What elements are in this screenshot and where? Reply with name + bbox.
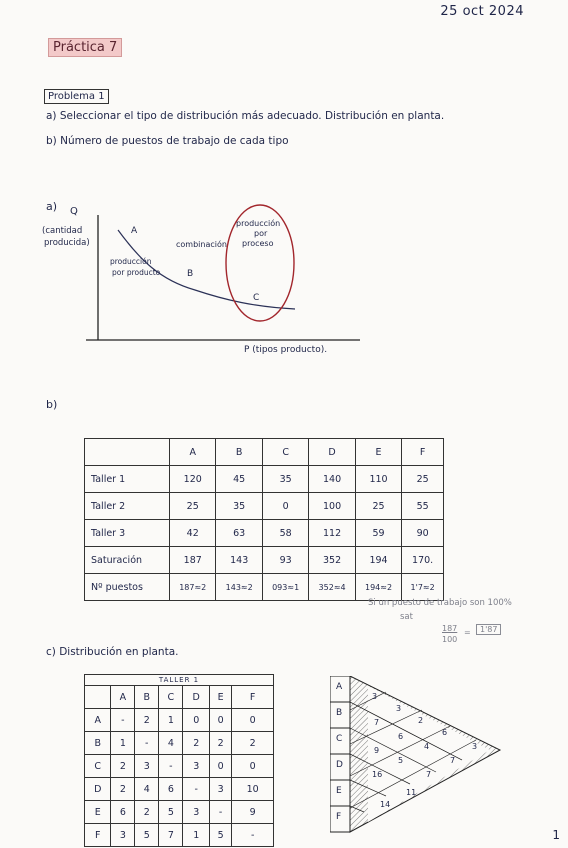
matrix-cell: 2 xyxy=(183,732,209,755)
point-a: A xyxy=(131,226,138,236)
table-cell: 55 xyxy=(402,493,444,520)
region-process-3: proceso xyxy=(242,239,274,248)
table-cell: 58 xyxy=(262,520,308,547)
header-cell: E xyxy=(355,439,401,466)
header-cell: B xyxy=(135,686,159,709)
table-cell: 1'7≈2 xyxy=(402,574,444,601)
fraction-denominator: 100 xyxy=(442,635,458,644)
matrix-cell: 1 xyxy=(159,709,183,732)
page-number: 1 xyxy=(552,828,560,842)
tri-label-b: B xyxy=(336,708,343,718)
tri-value: 7 xyxy=(426,770,432,779)
header-cell: D xyxy=(309,439,355,466)
tri-value: 16 xyxy=(372,770,383,779)
header-cell: A xyxy=(111,686,135,709)
row-header: F xyxy=(85,824,111,847)
point-b: B xyxy=(187,269,194,279)
production-graph xyxy=(0,195,568,360)
matrix-cell: 0 xyxy=(209,755,231,778)
matrix-row xyxy=(85,824,274,847)
table-cell: 35 xyxy=(216,493,262,520)
header-cell: B xyxy=(216,439,262,466)
date: 25 oct 2024 xyxy=(440,4,524,19)
matrix-cell: 10 xyxy=(232,778,274,801)
row-header: A xyxy=(85,709,111,732)
matrix-cell: 4 xyxy=(159,732,183,755)
tri-label-e: E xyxy=(336,786,342,796)
table-cell: 25 xyxy=(402,466,444,493)
matrix-cell: - xyxy=(209,801,231,824)
row-header: Nº puestos xyxy=(85,574,170,601)
header-cell: D xyxy=(183,686,209,709)
region-process-1: producción xyxy=(236,219,281,228)
table-cell: 90 xyxy=(402,520,444,547)
matrix-cell: 1 xyxy=(183,824,209,847)
row-header: Taller 2 xyxy=(85,493,170,520)
table-cell: 112 xyxy=(309,520,355,547)
tri-label-f: F xyxy=(336,812,342,822)
part-b-label: b) xyxy=(46,398,58,411)
matrix-cell: 2 xyxy=(135,801,159,824)
tri-label-d: D xyxy=(336,760,343,770)
table-row xyxy=(85,574,444,601)
row-header: Taller 3 xyxy=(85,520,170,547)
row-header: Taller 1 xyxy=(85,466,170,493)
note: Si un puesto de trabajo son 100% xyxy=(368,598,512,608)
header-cell: F xyxy=(232,686,274,709)
header-cell: C xyxy=(159,686,183,709)
taller-matrix xyxy=(84,674,274,847)
point-c: C xyxy=(253,293,260,303)
tri-value: 9 xyxy=(374,746,380,755)
tri-label-c: C xyxy=(336,734,343,744)
matrix-cell: 7 xyxy=(159,824,183,847)
table-cell: 170. xyxy=(402,547,444,574)
table-cell: 120 xyxy=(170,466,216,493)
row-header: Saturación xyxy=(85,547,170,574)
region-product-1: producción xyxy=(110,257,152,266)
header-cell xyxy=(85,686,111,709)
matrix-cell: 5 xyxy=(159,801,183,824)
part-c-label: c) Distribución en planta. xyxy=(46,646,179,658)
header-cell: A xyxy=(170,439,216,466)
tri-value: 11 xyxy=(406,788,417,797)
table-cell: 143 xyxy=(216,547,262,574)
header-cell: C xyxy=(262,439,308,466)
region-product-2: por producto xyxy=(112,268,161,277)
table-cell: 100 xyxy=(309,493,355,520)
matrix-cell: 0 xyxy=(183,709,209,732)
row-header: E xyxy=(85,801,111,824)
matrix-cell: 3 xyxy=(135,755,159,778)
matrix-cell: 0 xyxy=(209,709,231,732)
table-header-row xyxy=(85,439,444,466)
matrix-cell: 3 xyxy=(111,824,135,847)
header-cell: F xyxy=(402,439,444,466)
row-header: D xyxy=(85,778,111,801)
tri-value: 3 xyxy=(372,692,378,701)
part-a-label: a) xyxy=(46,200,58,213)
matrix-cell: 5 xyxy=(135,824,159,847)
table-cell: 194≈2 xyxy=(355,574,401,601)
matrix-cell: 2 xyxy=(111,778,135,801)
matrix-cell: - xyxy=(159,755,183,778)
matrix-cell: 5 xyxy=(209,824,231,847)
header-cell xyxy=(85,439,170,466)
tri-value: 3 xyxy=(472,742,478,751)
region-process-2: por xyxy=(254,229,268,238)
matrix-title-row xyxy=(85,675,274,686)
matrix-row xyxy=(85,801,274,824)
table-cell: 35 xyxy=(262,466,308,493)
region-combination: combinación xyxy=(176,240,227,249)
matrix-cell: 4 xyxy=(135,778,159,801)
matrix-title: TALLER 1 xyxy=(85,675,274,686)
matrix-cell: 3 xyxy=(209,778,231,801)
tri-value: 6 xyxy=(442,728,448,737)
tri-value: 6 xyxy=(398,732,404,741)
tri-value: 4 xyxy=(424,742,430,751)
table-cell: 140 xyxy=(309,466,355,493)
matrix-row xyxy=(85,732,274,755)
tri-value: 2 xyxy=(418,716,424,725)
table-cell: 45 xyxy=(216,466,262,493)
y-caption-1: (cantidad xyxy=(42,226,83,236)
matrix-cell: 0 xyxy=(232,755,274,778)
table-row xyxy=(85,493,444,520)
y-caption-2: producida) xyxy=(44,238,90,248)
question-a: a) Seleccionar el tipo de distribución más adecuado. Distribución en planta. xyxy=(46,110,445,122)
table-cell: 187≈2 xyxy=(170,574,216,601)
tri-value: 14 xyxy=(380,800,391,809)
row-header: B xyxy=(85,732,111,755)
x-axis-label: P (tipos producto). xyxy=(244,345,328,355)
matrix-cell: 2 xyxy=(135,709,159,732)
tri-value: 7 xyxy=(374,718,380,727)
question-b: b) Número de puestos de trabajo de cada tipo xyxy=(46,135,289,147)
tri-value: 3 xyxy=(396,704,402,713)
matrix-cell: 2 xyxy=(209,732,231,755)
matrix-cell: 2 xyxy=(111,755,135,778)
table-row xyxy=(85,520,444,547)
table-cell: 187 xyxy=(170,547,216,574)
matrix-cell: - xyxy=(183,778,209,801)
table-cell: 42 xyxy=(170,520,216,547)
matrix-cell: 2 xyxy=(232,732,274,755)
table-cell: 59 xyxy=(355,520,401,547)
header-cell: E xyxy=(209,686,231,709)
table-cell: 0 xyxy=(262,493,308,520)
table-cell: 143≈2 xyxy=(216,574,262,601)
matrix-cell: 6 xyxy=(111,801,135,824)
table-cell: 25 xyxy=(170,493,216,520)
row-header: C xyxy=(85,755,111,778)
relationship-triangle xyxy=(330,676,508,834)
table-row xyxy=(85,466,444,493)
matrix-cell: 0 xyxy=(232,709,274,732)
tri-label-a: A xyxy=(336,682,343,692)
matrix-row xyxy=(85,755,274,778)
matrix-cell: - xyxy=(111,709,135,732)
table-cell: 352 xyxy=(309,547,355,574)
table-cell: 352≈4 xyxy=(309,574,355,601)
matrix-header-row xyxy=(85,686,274,709)
matrix-row xyxy=(85,709,274,732)
fraction-numerator: 187 xyxy=(442,624,458,633)
table-cell: 25 xyxy=(355,493,401,520)
tri-value: 5 xyxy=(398,756,404,765)
workshop-table xyxy=(84,438,444,601)
table-cell: 110 xyxy=(355,466,401,493)
matrix-cell: 6 xyxy=(159,778,183,801)
note-sat: sat xyxy=(400,612,413,622)
matrix-cell: - xyxy=(135,732,159,755)
matrix-cell: - xyxy=(232,824,274,847)
page-title: Práctica 7 xyxy=(48,38,122,57)
table-cell: 194 xyxy=(355,547,401,574)
tri-value: 7 xyxy=(450,756,456,765)
table-cell: 63 xyxy=(216,520,262,547)
matrix-cell: 9 xyxy=(232,801,274,824)
table-cell: 93 xyxy=(262,547,308,574)
problem-label: Problema 1 xyxy=(44,89,109,104)
matrix-cell: 3 xyxy=(183,801,209,824)
matrix-cell: 3 xyxy=(183,755,209,778)
matrix-cell: 1 xyxy=(111,732,135,755)
y-axis-label: Q xyxy=(70,206,78,217)
table-cell: 093≈1 xyxy=(262,574,308,601)
matrix-row xyxy=(85,778,274,801)
table-row xyxy=(85,547,444,574)
fraction-result: 1'87 xyxy=(476,624,501,635)
